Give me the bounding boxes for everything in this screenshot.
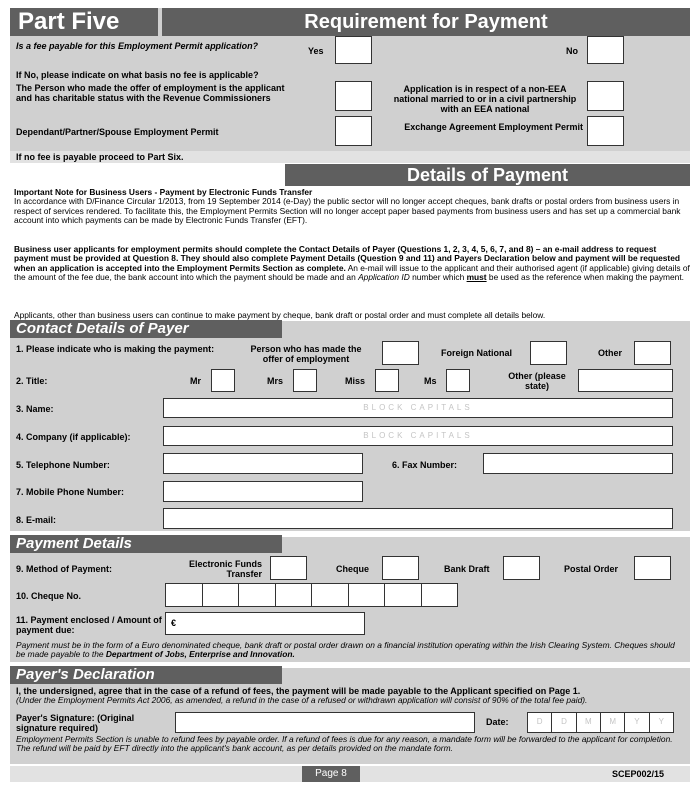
fee-no-checkbox[interactable]	[587, 36, 624, 64]
payment-amount-input[interactable]	[165, 612, 365, 635]
method-eft-checkbox[interactable]	[270, 556, 307, 580]
miss-label: Miss	[345, 376, 366, 386]
exchange-agreement-label: Exchange Agreement Employment Permit	[404, 122, 583, 132]
cheque-number-cells	[165, 583, 458, 607]
form-code: SCEP002/15	[612, 769, 665, 779]
non-eea-spouse-checkbox[interactable]	[587, 81, 624, 111]
yes-label: Yes	[308, 46, 324, 56]
date-cells	[527, 712, 674, 733]
cheque-digit-input[interactable]	[312, 583, 349, 607]
application-id-text: Application ID	[358, 272, 410, 283]
cheque-digit-input[interactable]	[239, 583, 276, 607]
cheque-digit-input[interactable]	[165, 583, 203, 607]
charitable-status-label: The Person who made the offer of employment is the applicant and has charitable status with the Revenue Commissioners	[16, 83, 285, 103]
charitable-status-checkbox[interactable]	[335, 81, 372, 111]
q1-other-label: Other	[598, 348, 623, 358]
date-month-input[interactable]: M	[577, 712, 601, 733]
important-note	[14, 188, 690, 226]
method-bank-draft-checkbox[interactable]	[503, 556, 540, 580]
q3-label: 3. Name:	[16, 404, 54, 414]
other-state-label: Other (please state)	[508, 371, 566, 391]
signature-label: Payer's Signature: (Original signature required)	[16, 713, 135, 733]
no-label: No	[566, 46, 578, 56]
details-of-payment-title: Details of Payment	[285, 164, 690, 186]
q1-foreign-label: Foreign National	[441, 348, 513, 358]
business-user-paragraph	[14, 245, 690, 283]
payment-details-heading: Payment Details	[10, 535, 282, 553]
payable-to-department: Department of Jobs, Enterprise and Innovation.	[105, 649, 295, 660]
page-number: Page 8	[302, 766, 360, 782]
cheque-digit-input[interactable]	[349, 583, 386, 607]
q10-label: 10. Cheque No.	[16, 591, 82, 601]
non-eea-spouse-label: Application is in respect of a non-EEA national married to or in a civil partnership with an EEA national	[393, 84, 577, 114]
euro-symbol: €	[171, 618, 177, 628]
must-text: must	[466, 272, 487, 283]
cheque-digit-input[interactable]	[203, 583, 240, 607]
business-user-bold: Business user applicants for employment permits should complete the Contact Details of Payer (Questions 1, 2, 3, 4, 5, 6, 7, and 8) – an e-mail address to request payment must be provided at Question 8. They should also complete Payment Details (Question 9 and 11) and Payers Declaration below and payment will be requested when an application is accepted into the Employment Permits Section as complete.	[14, 244, 680, 273]
date-month-input[interactable]: M	[601, 712, 625, 733]
payment-form-note-text: Payment must be in the form of a Euro denominated cheque, bank draft or postal order drawn on a financial institution operating within the Irish Clearing System. Cheques should be made payable to the	[16, 640, 675, 660]
date-day-input[interactable]: D	[552, 712, 576, 733]
business-user-text-a: An e-mail will issue to the applicant and their authorised agent (if applicable) giving details of the amount of the fee due, the bank account into which the payment should be made and an	[14, 262, 690, 283]
date-label: Date:	[486, 717, 509, 727]
cheque-digit-input[interactable]	[385, 583, 422, 607]
mrs-label: Mrs	[267, 376, 284, 386]
q7-label: 7. Mobile Phone Number:	[16, 487, 125, 497]
date-year-input[interactable]: Y	[650, 712, 674, 733]
fee-question: Is a fee payable for this Employment Permit application?	[16, 41, 259, 51]
q1-label: 1. Please indicate who is making the payment:	[16, 344, 215, 354]
q5-label: 5. Telephone Number:	[16, 460, 110, 470]
telephone-input[interactable]	[163, 453, 363, 474]
date-day-input[interactable]: D	[527, 712, 552, 733]
postal-order-label: Postal Order	[564, 564, 619, 574]
name-input[interactable]: BLOCK CAPITALS	[163, 398, 673, 418]
payment-form-note	[16, 641, 686, 660]
title-ms-checkbox[interactable]	[446, 369, 470, 392]
exchange-agreement-checkbox[interactable]	[587, 116, 624, 146]
q4-label: 4. Company (if applicable):	[16, 432, 131, 442]
business-user-text-b: number which	[409, 272, 467, 283]
title-miss-checkbox[interactable]	[375, 369, 399, 392]
q9-label: 9. Method of Payment:	[16, 564, 113, 574]
cheque-label: Cheque	[336, 564, 370, 574]
mr-label: Mr	[190, 376, 201, 386]
important-note-heading: Important Note for Business Users - Payment by Electronic Funds Transfer	[14, 187, 313, 197]
part-five-label: Part Five	[10, 8, 158, 36]
other-applicants-note: Applicants, other than business users can continue to make payment by cheque, bank draft or postal order and must complete all details below.	[14, 310, 546, 320]
dependant-permit-checkbox[interactable]	[335, 116, 372, 146]
cheque-digit-input[interactable]	[276, 583, 313, 607]
proceed-note: If no fee is payable proceed to Part Six.	[16, 152, 184, 162]
signature-input[interactable]	[175, 712, 475, 733]
title-mr-checkbox[interactable]	[211, 369, 235, 392]
payers-declaration-heading: Payer's Declaration	[10, 666, 282, 684]
payer-other-checkbox[interactable]	[634, 341, 671, 365]
email-input[interactable]	[163, 508, 673, 529]
ms-label: Ms	[424, 376, 437, 386]
date-year-input[interactable]: Y	[625, 712, 649, 733]
method-cheque-checkbox[interactable]	[382, 556, 419, 580]
dependant-permit-label: Dependant/Partner/Spouse Employment Permit	[16, 127, 219, 137]
mobile-input[interactable]	[163, 481, 363, 502]
q1-offer-label: Person who has made the offer of employment	[250, 344, 362, 364]
declaration-statement: I, the undersigned, agree that in the case of a refund of fees, the payment will be made payable to the Applicant specified on Page 1.	[16, 686, 581, 696]
q2-label: 2. Title:	[16, 376, 48, 386]
bank-draft-label: Bank Draft	[444, 564, 490, 574]
company-input[interactable]: BLOCK CAPITALS	[163, 426, 673, 446]
q8-label: 8. E-mail:	[16, 515, 57, 525]
fax-input[interactable]	[483, 453, 673, 474]
important-note-body: In accordance with D/Finance Circular 1/2013, from 19 September 2014 (e-Day) the public sector will no longer accept cheques, bank drafts or postal orders from business users in respect of services rendered. To facilitate this, the Employment Permits Section will no longer accept paper based payments from business users and has set up a commercial bank account into which payments can be made by Electronic Funds Transfer (EFT).	[14, 196, 681, 226]
fee-yes-checkbox[interactable]	[335, 36, 372, 64]
business-user-text-c: be used as the reference when making the payment.	[486, 272, 684, 283]
title-mrs-checkbox[interactable]	[293, 369, 317, 392]
payer-offer-checkbox[interactable]	[382, 341, 419, 365]
requirement-for-payment-title: Requirement for Payment	[162, 8, 690, 36]
q11-label: 11. Payment enclosed / Amount of payment due:	[16, 615, 162, 635]
method-postal-order-checkbox[interactable]	[634, 556, 671, 580]
cheque-digit-input[interactable]	[422, 583, 459, 607]
payer-foreign-checkbox[interactable]	[530, 341, 567, 365]
contact-details-heading: Contact Details of Payer	[10, 320, 282, 338]
no-fee-basis-question: If No, please indicate on what basis no fee is applicable?	[16, 70, 259, 80]
q6-label: 6. Fax Number:	[392, 460, 458, 470]
refund-mandate-note: Employment Permits Section is unable to refund fees by payable order. If a refund of fees is due for any reason, a mandate form will be forwarded to the applicant for completion. The refund will be paid by EFT directly into the applicant's bank account, as per details provided on the mandate form.	[16, 734, 673, 754]
title-other-input[interactable]	[578, 369, 673, 392]
eft-label: Electronic Funds Transfer	[188, 559, 262, 579]
declaration-refund-note: (Under the Employment Permits Act 2006, as amended, a refund in the case of a refused or withdrawn application will consist of 90% of the total fee paid).	[16, 695, 588, 705]
